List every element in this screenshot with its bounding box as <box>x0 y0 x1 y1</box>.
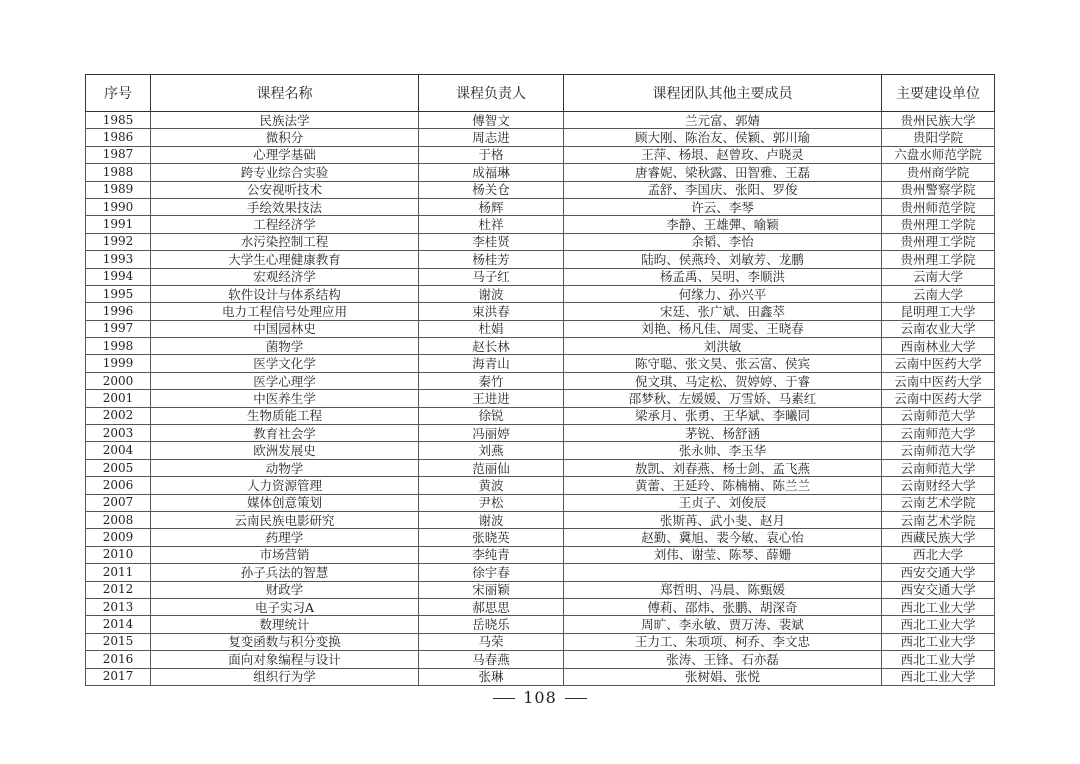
cell-team-members: 王贞子、刘俊辰 <box>564 494 882 511</box>
cell-serial-number: 1996 <box>86 303 151 320</box>
cell-course-lead: 徐宇春 <box>419 564 564 581</box>
cell-course-name: 面向对象编程与设计 <box>151 651 419 668</box>
cell-course-lead: 马春燕 <box>419 651 564 668</box>
cell-course-name: 数理统计 <box>151 616 419 633</box>
cell-course-lead: 岳晓乐 <box>419 616 564 633</box>
cell-course-name: 人力资源管理 <box>151 477 419 494</box>
cell-course-name: 电子实习A <box>151 598 419 615</box>
cell-institution: 云南中医药大学 <box>882 355 995 372</box>
table-row <box>86 285 995 302</box>
cell-course-name: 生物质能工程 <box>151 407 419 424</box>
cell-team-members: 兰元富、郭婧 <box>564 112 882 129</box>
cell-institution: 云南大学 <box>882 285 995 302</box>
header-institution: 主要建设单位 <box>882 75 995 112</box>
cell-team-members: 郑哲明、冯晨、陈甄媛 <box>564 581 882 598</box>
page-footer <box>0 688 1080 707</box>
table-row <box>86 355 995 372</box>
table-row <box>86 529 995 546</box>
cell-serial-number: 1997 <box>86 320 151 337</box>
table-row <box>86 303 995 320</box>
cell-team-members: 刘洪敏 <box>564 338 882 355</box>
cell-institution: 昆明理工大学 <box>882 303 995 320</box>
cell-team-members: 顾大刚、陈治友、侯颖、郭川瑜 <box>564 129 882 146</box>
cell-team-members: 梁承月、张勇、王华斌、李曦同 <box>564 407 882 424</box>
cell-team-members: 王萍、杨垠、赵曾玫、卢晓灵 <box>564 146 882 163</box>
cell-institution: 西北工业大学 <box>882 668 995 685</box>
cell-team-members: 许云、李琴 <box>564 198 882 215</box>
table-row <box>86 668 995 685</box>
cell-institution: 六盘水师范学院 <box>882 146 995 163</box>
table-row <box>86 511 995 528</box>
cell-course-name: 教育社会学 <box>151 425 419 442</box>
table-row <box>86 581 995 598</box>
cell-institution: 贵州师范学院 <box>882 198 995 215</box>
cell-serial-number: 2014 <box>86 616 151 633</box>
cell-team-members: 傅莉、邵炜、张鹏、胡深奇 <box>564 598 882 615</box>
cell-institution: 贵州警察学院 <box>882 181 995 198</box>
cell-serial-number: 2000 <box>86 372 151 389</box>
cell-team-members: 刘伟、谢莹、陈琴、薛姗 <box>564 546 882 563</box>
table-row <box>86 546 995 563</box>
cell-institution: 西藏民族大学 <box>882 529 995 546</box>
table-row <box>86 425 995 442</box>
cell-institution: 云南艺术学院 <box>882 511 995 528</box>
table-row <box>86 616 995 633</box>
cell-serial-number: 1989 <box>86 181 151 198</box>
cell-institution: 贵州理工学院 <box>882 216 995 233</box>
cell-team-members: 宋廷、张广斌、田鑫萃 <box>564 303 882 320</box>
table-row <box>86 251 995 268</box>
cell-course-name: 民族法学 <box>151 112 419 129</box>
cell-institution: 贵州民族大学 <box>882 112 995 129</box>
header-course-lead: 课程负责人 <box>419 75 564 112</box>
cell-institution: 贵阳学院 <box>882 129 995 146</box>
cell-course-name: 菌物学 <box>151 338 419 355</box>
cell-serial-number: 1986 <box>86 129 151 146</box>
cell-course-name: 组织行为学 <box>151 668 419 685</box>
cell-course-name: 孙子兵法的智慧 <box>151 564 419 581</box>
cell-course-name: 医学心理学 <box>151 372 419 389</box>
cell-institution: 云南大学 <box>882 268 995 285</box>
table-row <box>86 651 995 668</box>
table-row <box>86 390 995 407</box>
cell-course-lead: 赵长林 <box>419 338 564 355</box>
cell-course-name: 中医养生学 <box>151 390 419 407</box>
table-row <box>86 442 995 459</box>
cell-serial-number: 2003 <box>86 425 151 442</box>
cell-course-lead: 马子红 <box>419 268 564 285</box>
cell-institution: 云南师范大学 <box>882 425 995 442</box>
table-row <box>86 198 995 215</box>
cell-course-lead: 杨辉 <box>419 198 564 215</box>
table-row <box>86 164 995 181</box>
table-row <box>86 216 995 233</box>
cell-team-members: 倪文琪、马定松、贺婷婷、于睿 <box>564 372 882 389</box>
table-row <box>86 268 995 285</box>
cell-course-lead: 杨关仓 <box>419 181 564 198</box>
cell-serial-number: 1992 <box>86 233 151 250</box>
cell-team-members: 敖凯、刘春燕、杨士剑、孟飞燕 <box>564 459 882 476</box>
table-row <box>86 494 995 511</box>
table-row <box>86 477 995 494</box>
cell-course-name: 云南民族电影研究 <box>151 511 419 528</box>
cell-serial-number: 2009 <box>86 529 151 546</box>
cell-course-name: 中国园林史 <box>151 320 419 337</box>
cell-course-lead: 海青山 <box>419 355 564 372</box>
cell-course-lead: 谢波 <box>419 285 564 302</box>
cell-institution: 云南财经大学 <box>882 477 995 494</box>
cell-course-lead: 杨桂芳 <box>419 251 564 268</box>
cell-course-lead: 张琳 <box>419 668 564 685</box>
cell-course-name: 电力工程信号处理应用 <box>151 303 419 320</box>
cell-institution: 西南林业大学 <box>882 338 995 355</box>
cell-institution: 贵州理工学院 <box>882 251 995 268</box>
cell-serial-number: 1987 <box>86 146 151 163</box>
table-row <box>86 112 995 129</box>
cell-team-members: 黄蕾、王延玲、陈楠楠、陈兰兰 <box>564 477 882 494</box>
cell-institution: 云南中医药大学 <box>882 390 995 407</box>
cell-serial-number: 2017 <box>86 668 151 685</box>
cell-course-name: 大学生心理健康教育 <box>151 251 419 268</box>
cell-course-name: 药理学 <box>151 529 419 546</box>
table-row <box>86 598 995 615</box>
cell-institution: 西北工业大学 <box>882 651 995 668</box>
cell-course-name: 医学文化学 <box>151 355 419 372</box>
cell-serial-number: 2002 <box>86 407 151 424</box>
cell-serial-number: 2010 <box>86 546 151 563</box>
cell-institution: 云南中医药大学 <box>882 372 995 389</box>
header-course-name: 课程名称 <box>151 75 419 112</box>
cell-team-members: 张涛、王锋、石亦磊 <box>564 651 882 668</box>
header-serial-number: 序号 <box>86 75 151 112</box>
cell-course-name: 微积分 <box>151 129 419 146</box>
cell-course-name: 复变函数与积分变换 <box>151 633 419 650</box>
cell-course-lead: 秦竹 <box>419 372 564 389</box>
table-row <box>86 564 995 581</box>
cell-course-lead: 尹松 <box>419 494 564 511</box>
cell-course-name: 软件设计与体系结构 <box>151 285 419 302</box>
cell-course-lead: 宋丽颖 <box>419 581 564 598</box>
cell-team-members: 刘艳、杨凡佳、周雯、王晓春 <box>564 320 882 337</box>
cell-serial-number: 1990 <box>86 198 151 215</box>
cell-serial-number: 2011 <box>86 564 151 581</box>
table-row <box>86 338 995 355</box>
cell-serial-number: 2008 <box>86 511 151 528</box>
cell-team-members: 周旷、李永敏、贾万涛、裴斌 <box>564 616 882 633</box>
cell-course-name: 手绘效果技法 <box>151 198 419 215</box>
cell-serial-number: 1998 <box>86 338 151 355</box>
table-row <box>86 459 995 476</box>
cell-course-lead: 冯丽婷 <box>419 425 564 442</box>
cell-team-members: 赵勤、冀旭、裴今敏、袁心怡 <box>564 529 882 546</box>
cell-course-lead: 杜娟 <box>419 320 564 337</box>
cell-course-name: 市场营销 <box>151 546 419 563</box>
cell-course-lead: 黄波 <box>419 477 564 494</box>
cell-course-lead: 周志进 <box>419 129 564 146</box>
cell-course-lead: 徐锐 <box>419 407 564 424</box>
table-row <box>86 129 995 146</box>
cell-team-members: 何缘力、孙兴平 <box>564 285 882 302</box>
cell-serial-number: 1994 <box>86 268 151 285</box>
cell-institution: 云南师范大学 <box>882 442 995 459</box>
table-row <box>86 320 995 337</box>
cell-serial-number: 2006 <box>86 477 151 494</box>
cell-serial-number: 1993 <box>86 251 151 268</box>
cell-team-members: 唐睿妮、梁秋露、田智雅、王磊 <box>564 164 882 181</box>
cell-team-members: 张永帅、李玉华 <box>564 442 882 459</box>
cell-serial-number: 2001 <box>86 390 151 407</box>
cell-institution: 云南艺术学院 <box>882 494 995 511</box>
cell-team-members: 李静、王雄彈、喻颖 <box>564 216 882 233</box>
cell-team-members: 茅锐、杨舒涵 <box>564 425 882 442</box>
cell-institution: 云南师范大学 <box>882 407 995 424</box>
cell-institution: 贵州商学院 <box>882 164 995 181</box>
cell-institution: 云南师范大学 <box>882 459 995 476</box>
cell-course-lead: 范丽仙 <box>419 459 564 476</box>
cell-team-members: 王力工、朱项项、柯乔、李文忠 <box>564 633 882 650</box>
cell-serial-number: 2012 <box>86 581 151 598</box>
cell-course-lead: 郝思思 <box>419 598 564 615</box>
cell-course-name: 宏观经济学 <box>151 268 419 285</box>
cell-institution: 云南农业大学 <box>882 320 995 337</box>
footer-dash-left <box>493 698 515 699</box>
cell-institution: 西北大学 <box>882 546 995 563</box>
cell-course-name: 公安视听技术 <box>151 181 419 198</box>
cell-course-name: 媒体创意策划 <box>151 494 419 511</box>
cell-institution: 西安交通大学 <box>882 581 995 598</box>
cell-course-lead: 李桂贤 <box>419 233 564 250</box>
cell-serial-number: 1991 <box>86 216 151 233</box>
cell-course-lead: 于格 <box>419 146 564 163</box>
cell-course-lead: 马荣 <box>419 633 564 650</box>
cell-team-members: 张树娟、张悦 <box>564 668 882 685</box>
header-team-members: 课程团队其他主要成员 <box>564 75 882 112</box>
cell-serial-number: 2007 <box>86 494 151 511</box>
cell-serial-number: 1995 <box>86 285 151 302</box>
course-table <box>85 74 995 686</box>
cell-course-name: 财政学 <box>151 581 419 598</box>
cell-serial-number: 1988 <box>86 164 151 181</box>
cell-team-members: 余韬、李怡 <box>564 233 882 250</box>
cell-team-members: 孟舒、李国庆、张阳、罗俊 <box>564 181 882 198</box>
cell-course-name: 工程经济学 <box>151 216 419 233</box>
table-row <box>86 372 995 389</box>
cell-institution: 西北工业大学 <box>882 616 995 633</box>
table-header-row <box>86 75 995 112</box>
cell-team-members: 张斯苒、武小斐、赵月 <box>564 511 882 528</box>
cell-course-lead: 王进进 <box>419 390 564 407</box>
cell-team-members: 陆昀、侯燕玲、刘敏芳、龙鹏 <box>564 251 882 268</box>
cell-team-members: 陈守聪、张文昊、张云富、侯宾 <box>564 355 882 372</box>
cell-course-name: 跨专业综合实验 <box>151 164 419 181</box>
cell-team-members: 邵梦秋、左媛媛、万雪娇、马素红 <box>564 390 882 407</box>
cell-course-lead: 杜祥 <box>419 216 564 233</box>
cell-serial-number: 2004 <box>86 442 151 459</box>
cell-course-name: 心理学基础 <box>151 146 419 163</box>
cell-serial-number: 1999 <box>86 355 151 372</box>
table-row <box>86 146 995 163</box>
cell-course-name: 动物学 <box>151 459 419 476</box>
cell-serial-number: 1985 <box>86 112 151 129</box>
cell-serial-number: 2013 <box>86 598 151 615</box>
cell-course-lead: 成福琳 <box>419 164 564 181</box>
cell-serial-number: 2015 <box>86 633 151 650</box>
cell-course-lead: 傅智文 <box>419 112 564 129</box>
cell-serial-number: 2016 <box>86 651 151 668</box>
table-body <box>86 112 995 686</box>
cell-course-lead: 刘燕 <box>419 442 564 459</box>
table-row <box>86 181 995 198</box>
page-number: 108 <box>523 688 557 707</box>
cell-team-members <box>564 564 882 581</box>
cell-institution: 西北工业大学 <box>882 633 995 650</box>
cell-course-name: 欧洲发展史 <box>151 442 419 459</box>
cell-course-lead: 束洪春 <box>419 303 564 320</box>
cell-course-name: 水污染控制工程 <box>151 233 419 250</box>
cell-course-lead: 李纯青 <box>419 546 564 563</box>
cell-institution: 贵州理工学院 <box>882 233 995 250</box>
table-row <box>86 407 995 424</box>
cell-institution: 西安交通大学 <box>882 564 995 581</box>
cell-course-lead: 谢波 <box>419 511 564 528</box>
cell-serial-number: 2005 <box>86 459 151 476</box>
cell-team-members: 杨孟禹、吴明、李顺洪 <box>564 268 882 285</box>
table-row <box>86 633 995 650</box>
cell-institution: 西北工业大学 <box>882 598 995 615</box>
footer-dash-right <box>565 698 587 699</box>
table-row <box>86 233 995 250</box>
cell-course-lead: 张晓英 <box>419 529 564 546</box>
